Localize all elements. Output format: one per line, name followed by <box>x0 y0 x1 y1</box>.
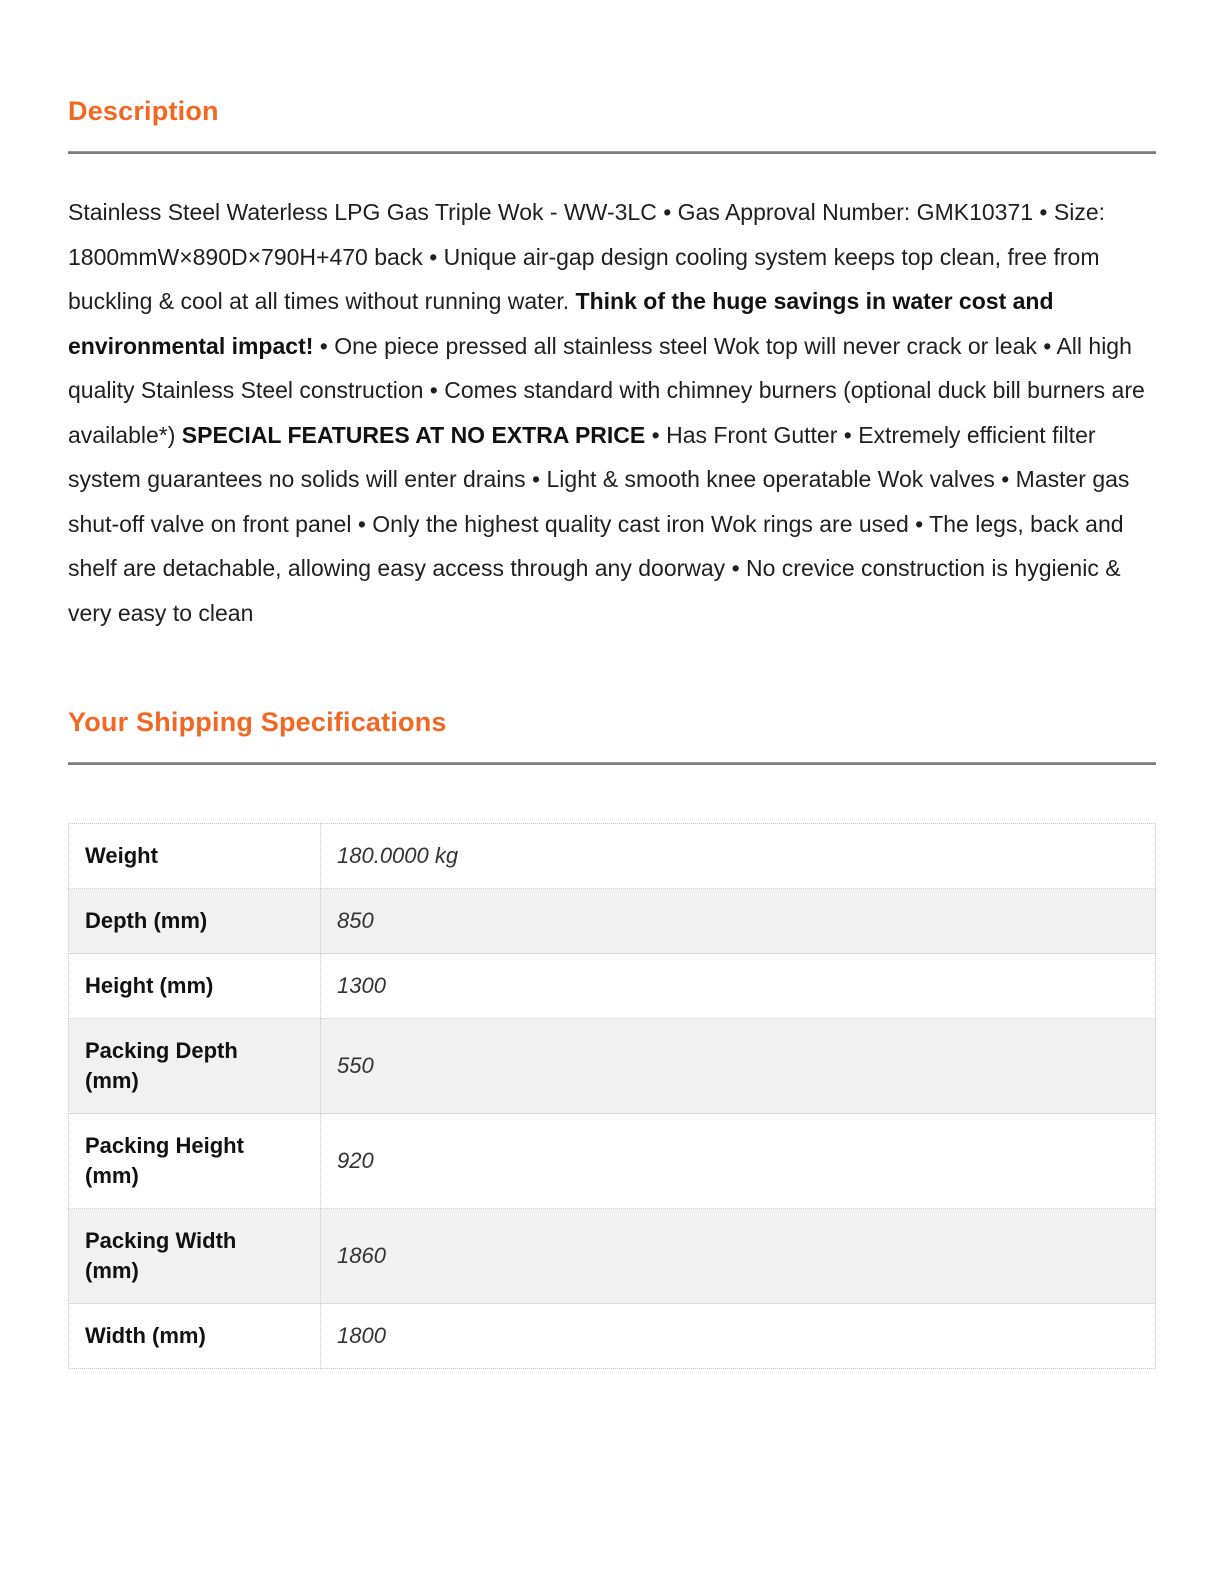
table-row-packing-height <box>69 1114 1156 1209</box>
shipping-specifications-heading: Your Shipping Specifications <box>68 707 447 737</box>
spec-value: 1860 <box>321 1209 1156 1304</box>
spec-value: 1800 <box>321 1304 1156 1369</box>
description-heading: Description <box>68 96 219 126</box>
content-area <box>68 0 1156 1369</box>
shipping-specifications-table <box>68 823 1156 1369</box>
spec-value: 850 <box>321 889 1156 954</box>
table-row-packing-depth <box>69 1019 1156 1114</box>
spec-value: 920 <box>321 1114 1156 1209</box>
description-section <box>68 96 1156 635</box>
description-bold-segment: Think of the huge savings in water cost and environmental impact! <box>68 288 1054 359</box>
spec-label: Packing Height (mm) <box>69 1114 321 1209</box>
table-row-height <box>69 954 1156 1019</box>
table-row-weight <box>69 824 1156 889</box>
description-text-segment: Stainless Steel Waterless LPG Gas Triple Wok - WW-3LC • Gas Approval Number: GMK10371 • Size: 1800mmW×890D×790H+470 back • Unique air-gap design cooling system keeps top clean, free from buckling & cool at all times without running water. <box>68 199 1105 314</box>
spec-value: 180.0000 kg <box>321 824 1156 889</box>
description-paragraph <box>68 190 1156 635</box>
description-text-segment: • One piece pressed all stainless steel Wok top will never crack or leak • All high quality Stainless Steel construction • Comes standard with chimney burners (optional duck bill burners are available*) <box>68 332 1145 448</box>
section-divider <box>68 762 1156 765</box>
spec-value: 550 <box>321 1019 1156 1114</box>
description-bold-segment: SPECIAL FEATURES AT NO EXTRA PRICE <box>181 421 646 448</box>
spec-label: Width (mm) <box>69 1304 321 1369</box>
table-row-width <box>69 1304 1156 1369</box>
spec-label: Weight <box>69 824 321 889</box>
spec-label: Depth (mm) <box>69 889 321 954</box>
table-row-packing-width <box>69 1209 1156 1304</box>
shipping-specifications-section <box>68 707 1156 1369</box>
spec-label: Height (mm) <box>69 954 321 1019</box>
table-row-depth <box>69 889 1156 954</box>
spec-label: Packing Depth (mm) <box>69 1019 321 1114</box>
description-text-segment: • Has Front Gutter • Extremely efficient filter system guarantees no solids will enter drains • Light & smooth knee operatable Wok valves • Master gas shut-off valve on front panel • Only the highest quality cast iron Wok rings are used • The legs, back and shelf are detachable, allowing easy access through any doorway • No crevice construction is hygienic & very easy to clean <box>68 421 1130 626</box>
section-divider <box>68 151 1156 154</box>
spec-label: Packing Width (mm) <box>69 1209 321 1304</box>
spec-value: 1300 <box>321 954 1156 1019</box>
